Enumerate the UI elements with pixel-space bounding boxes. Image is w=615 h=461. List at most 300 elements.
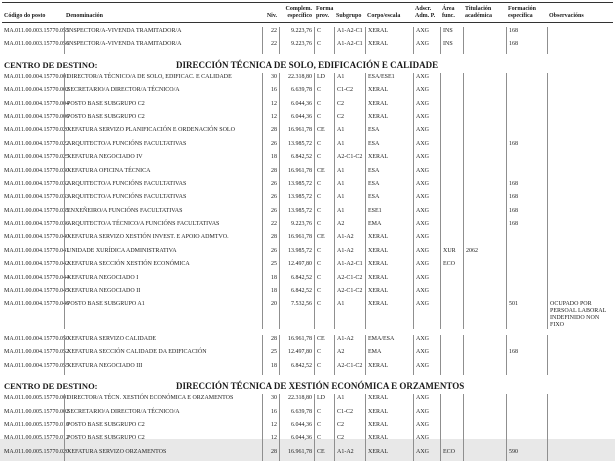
cell-adscr: AXG bbox=[413, 260, 440, 273]
table-row bbox=[2, 287, 613, 300]
table-row bbox=[2, 167, 613, 180]
cell-niv: 30 bbox=[262, 394, 279, 407]
cell-complem: 6.842,52 bbox=[279, 274, 314, 287]
cell-observacions bbox=[547, 260, 613, 273]
cell-observacions bbox=[547, 394, 613, 407]
cell-area bbox=[440, 348, 463, 361]
cell-observacions bbox=[547, 335, 613, 348]
cell-corpo: ESA bbox=[365, 140, 413, 153]
cell-formacion bbox=[506, 100, 547, 113]
table-body bbox=[2, 27, 613, 461]
cell-titulacion bbox=[463, 448, 506, 461]
cell-adscr: AXG bbox=[413, 153, 440, 166]
cell-denominacion: XEFATURA SECCIÓN CALIDADE DA EDIFICACIÓN bbox=[64, 348, 262, 361]
column-header-formacion: Formación específica bbox=[508, 6, 536, 19]
cell-forma: CE bbox=[314, 167, 334, 180]
cell-forma: C bbox=[314, 260, 334, 273]
table-row bbox=[2, 448, 613, 461]
cell-titulacion bbox=[463, 220, 506, 233]
cell-complem: 6.639,78 bbox=[279, 86, 314, 99]
cell-denominacion: XEFATURA OFICINA TÉCNICA bbox=[64, 167, 262, 180]
cell-formacion: 168 bbox=[506, 27, 547, 40]
cell-denominacion: XEFATURA NEGOCIADO III bbox=[64, 362, 262, 375]
cell-niv: 30 bbox=[262, 73, 279, 86]
top-rule bbox=[2, 2, 613, 3]
cell-formacion: 168 bbox=[506, 180, 547, 193]
cell-titulacion bbox=[463, 86, 506, 99]
cell-adscr: AXG bbox=[413, 300, 440, 329]
cell-denominacion: XEFATURA SERVIZO ORZAMENTOS bbox=[64, 448, 262, 461]
cell-niv: 26 bbox=[262, 247, 279, 260]
cell-forma: LD bbox=[314, 73, 334, 86]
cell-complem: 12.497,80 bbox=[279, 260, 314, 273]
centro-de-destino-row bbox=[2, 375, 613, 394]
cell-area bbox=[440, 233, 463, 246]
cell-subgrupo: A1 bbox=[334, 73, 365, 86]
cell-titulacion: 2062 bbox=[463, 247, 506, 260]
cell-area bbox=[440, 335, 463, 348]
cell-denominacion: XEFATURA SERVIZO PLANIFICACIÓN E ORDENACIÓN SOLO bbox=[64, 126, 262, 139]
cell-complem: 9.223,76 bbox=[279, 220, 314, 233]
cell-niv: 26 bbox=[262, 193, 279, 206]
cell-adscr: AXG bbox=[413, 167, 440, 180]
cell-denominacion: XEFATURA SERVIZO CALIDADE bbox=[64, 335, 262, 348]
cell-complem: 6.044,36 bbox=[279, 421, 314, 434]
cell-subgrupo: A1 bbox=[334, 180, 365, 193]
cell-complem: 16.961,78 bbox=[279, 233, 314, 246]
cell-area bbox=[440, 193, 463, 206]
cell-niv: 26 bbox=[262, 140, 279, 153]
cell-formacion bbox=[506, 73, 547, 86]
cell-area bbox=[440, 394, 463, 407]
cell-corpo: XERAL bbox=[365, 113, 413, 126]
cell-complem: 6.842,52 bbox=[279, 153, 314, 166]
cell-observacions bbox=[547, 207, 613, 220]
column-header-forma: Forma prov. bbox=[316, 6, 334, 19]
cell-area bbox=[440, 287, 463, 300]
cell-area bbox=[440, 113, 463, 126]
cell-observacions bbox=[547, 126, 613, 139]
cell-niv: 28 bbox=[262, 233, 279, 246]
cell-codigo: MA.011.00.004.15770.002 bbox=[4, 87, 69, 94]
cell-codigo: MA.011.00.005.15770.010 bbox=[4, 422, 69, 428]
cell-denominacion: ARQUITECTO/A FUNCIÓNS FACULTATIVAS bbox=[64, 193, 262, 206]
centro-de-destino-title: DIRECCIÓN TÉCNICA DE SOLO, EDIFICACIÓN E CALIDADE bbox=[176, 59, 439, 70]
cell-formacion bbox=[506, 287, 547, 300]
cell-area: ECO bbox=[440, 260, 463, 273]
cell-adscr: AXG bbox=[413, 335, 440, 348]
cell-corpo: XERAL bbox=[365, 362, 413, 375]
cell-corpo: XERAL bbox=[365, 40, 413, 53]
cell-niv: 12 bbox=[262, 113, 279, 126]
cell-corpo: XERAL bbox=[365, 86, 413, 99]
cell-titulacion bbox=[463, 126, 506, 139]
cell-codigo: MA.011.00.004.15770.055 bbox=[4, 362, 69, 369]
cell-forma: C bbox=[314, 434, 334, 447]
cell-adscr: AXG bbox=[413, 27, 440, 40]
cell-formacion bbox=[506, 434, 547, 447]
cell-observacions bbox=[547, 193, 613, 206]
cell-codigo: MA.011.00.004.15770.041 bbox=[4, 247, 69, 254]
cell-observacions bbox=[547, 153, 613, 166]
cell-corpo: XERAL bbox=[365, 260, 413, 273]
table-row bbox=[2, 274, 613, 287]
cell-corpo: ESE1 bbox=[365, 207, 413, 220]
cell-forma: CE bbox=[314, 126, 334, 139]
cell-codigo: MA.011.00.005.15770.012 bbox=[4, 435, 69, 442]
table-row bbox=[2, 247, 613, 260]
cell-titulacion bbox=[463, 167, 506, 180]
column-header-corpo: Corpo/escala bbox=[367, 13, 401, 19]
centro-de-destino-row bbox=[2, 54, 613, 73]
cell-codigo: MA.011.00.004.15770.052 bbox=[4, 349, 69, 356]
cell-corpo: EMA bbox=[365, 348, 413, 361]
cell-adscr: AXG bbox=[413, 180, 440, 193]
cell-complem: 16.961,78 bbox=[279, 335, 314, 348]
cell-formacion bbox=[506, 362, 547, 375]
cell-codigo: MA.011.00.005.15770.020 bbox=[4, 448, 69, 455]
cell-denominacion: DIRECTOR/A TÉCN. XESTIÓN ECONÓMICA E ORZAMENTOS bbox=[64, 394, 262, 407]
cell-corpo: XERAL bbox=[365, 247, 413, 260]
cell-denominacion: UNIDADE XURÍDICA ADMINISTRATIVA bbox=[64, 247, 262, 260]
cell-niv: 18 bbox=[262, 287, 279, 300]
cell-denominacion: POSTO BASE SUBGRUPO C2 bbox=[64, 421, 262, 434]
cell-titulacion bbox=[463, 180, 506, 193]
cell-forma: C bbox=[314, 220, 334, 233]
cell-subgrupo: C1-C2 bbox=[334, 408, 365, 421]
cell-corpo: XERAL bbox=[365, 421, 413, 434]
cell-niv: 18 bbox=[262, 274, 279, 287]
cell-formacion bbox=[506, 113, 547, 126]
cell-adscr: AXG bbox=[413, 434, 440, 447]
cell-complem: 7.532,56 bbox=[279, 300, 314, 329]
cell-forma: C bbox=[314, 300, 334, 329]
cell-subgrupo: A2 bbox=[334, 348, 365, 361]
cell-forma: C bbox=[314, 27, 334, 40]
cell-observacions bbox=[547, 113, 613, 126]
table-row bbox=[2, 207, 613, 220]
cell-denominacion: INSPECTOR/A-VIVENDA TRAMITADOR/A bbox=[64, 27, 262, 40]
column-header-niv: Niv. bbox=[266, 13, 277, 19]
cell-observacions bbox=[547, 274, 613, 287]
cell-adscr: AXG bbox=[413, 233, 440, 246]
cell-titulacion bbox=[463, 394, 506, 407]
cell-titulacion bbox=[463, 233, 506, 246]
cell-complem: 22.318,80 bbox=[279, 73, 314, 86]
cell-titulacion bbox=[463, 260, 506, 273]
table-row bbox=[2, 233, 613, 246]
cell-titulacion bbox=[463, 207, 506, 220]
cell-forma: C bbox=[314, 207, 334, 220]
cell-subgrupo: A1 bbox=[334, 394, 365, 407]
cell-forma: CE bbox=[314, 233, 334, 246]
cell-codigo: MA.011.00.004.15770.004 bbox=[4, 100, 69, 107]
cell-formacion: 168 bbox=[506, 40, 547, 53]
cell-titulacion bbox=[463, 193, 506, 206]
cell-titulacion bbox=[463, 421, 506, 434]
table-row bbox=[2, 140, 613, 153]
cell-codigo: MA.011.00.004.15770.020 bbox=[4, 127, 69, 134]
table-row bbox=[2, 421, 613, 434]
cell-area: INS bbox=[440, 40, 463, 53]
cell-forma: CE bbox=[314, 448, 334, 461]
cell-adscr: AXG bbox=[413, 274, 440, 287]
cell-titulacion bbox=[463, 348, 506, 361]
cell-area bbox=[440, 300, 463, 329]
cell-subgrupo: A1 bbox=[334, 300, 365, 329]
centro-de-destino-label: CENTRO DE DESTINO: bbox=[4, 381, 98, 392]
column-header-area: Área func. bbox=[442, 6, 455, 19]
cell-formacion bbox=[506, 335, 547, 348]
cell-adscr: AXG bbox=[413, 220, 440, 233]
cell-niv: 22 bbox=[262, 220, 279, 233]
cell-adscr: AXG bbox=[413, 362, 440, 375]
cell-titulacion bbox=[463, 100, 506, 113]
cell-denominacion: XEFATURA NEGOCIADO II bbox=[64, 287, 262, 300]
cell-adscr: AXG bbox=[413, 408, 440, 421]
cell-subgrupo: A1-A2-C1 bbox=[334, 260, 365, 273]
cell-codigo: MA.011.00.004.15770.025 bbox=[4, 154, 69, 161]
cell-forma: CE bbox=[314, 335, 334, 348]
cell-titulacion bbox=[463, 73, 506, 86]
cell-formacion bbox=[506, 274, 547, 287]
table-row bbox=[2, 100, 613, 113]
cell-titulacion bbox=[463, 153, 506, 166]
cell-codigo: MA.011.00.004.15770.032 bbox=[4, 180, 69, 187]
cell-corpo: ESA bbox=[365, 167, 413, 180]
cell-codigo: MA.011.00.004.15770.033 bbox=[4, 194, 69, 201]
cell-complem: 6.639,78 bbox=[279, 408, 314, 421]
cell-corpo: XERAL bbox=[365, 153, 413, 166]
cell-forma: C bbox=[314, 362, 334, 375]
cell-corpo: XERAL bbox=[365, 100, 413, 113]
cell-formacion bbox=[506, 233, 547, 246]
cell-observacions bbox=[547, 247, 613, 260]
cell-corpo: ESA bbox=[365, 126, 413, 139]
cell-codigo: MA.011.00.004.15770.030 bbox=[4, 167, 69, 174]
cell-corpo: XERAL bbox=[365, 274, 413, 287]
cell-corpo: XERAL bbox=[365, 448, 413, 461]
cell-adscr: AXG bbox=[413, 113, 440, 126]
cell-observacions bbox=[547, 140, 613, 153]
cell-area bbox=[440, 362, 463, 375]
cell-corpo: XERAL bbox=[365, 27, 413, 40]
cell-corpo: XERAL bbox=[365, 394, 413, 407]
cell-complem: 16.961,78 bbox=[279, 126, 314, 139]
cell-observacions bbox=[547, 100, 613, 113]
cell-complem: 16.961,78 bbox=[279, 167, 314, 180]
cell-codigo: MA.011.00.005.15770.001 bbox=[4, 395, 69, 402]
cell-area bbox=[440, 434, 463, 447]
cell-formacion bbox=[506, 167, 547, 180]
cell-area bbox=[440, 220, 463, 233]
cell-niv: 28 bbox=[262, 126, 279, 139]
cell-subgrupo: A1 bbox=[334, 167, 365, 180]
cell-titulacion bbox=[463, 408, 506, 421]
cell-denominacion: DIRECTOR/A TÉCNICO/A DE SOLO, EDIFICAC. E CALIDADE bbox=[64, 73, 262, 86]
cell-codigo: MA.011.00.004.15770.050 bbox=[4, 336, 69, 343]
cell-titulacion bbox=[463, 40, 506, 53]
cell-niv: 26 bbox=[262, 180, 279, 193]
cell-denominacion: XEFATURA SERVIZO XESTIÓN INVEST. E APOIO ADMTVO. bbox=[64, 233, 262, 246]
column-header-denominacion: Denominación bbox=[66, 13, 104, 19]
cell-adscr: AXG bbox=[413, 140, 440, 153]
table-row bbox=[2, 113, 613, 126]
table-row bbox=[2, 348, 613, 361]
cell-observacions bbox=[547, 348, 613, 361]
cell-niv: 18 bbox=[262, 362, 279, 375]
cell-formacion: 501 bbox=[506, 300, 547, 329]
cell-observacions bbox=[547, 167, 613, 180]
cell-denominacion: XEFATURA SECCIÓN XESTIÓN ECONÓMICA bbox=[64, 260, 262, 273]
cell-formacion: 168 bbox=[506, 207, 547, 220]
cell-codigo: MA.011.00.004.15770.022 bbox=[4, 140, 69, 147]
cell-area bbox=[440, 421, 463, 434]
cell-titulacion bbox=[463, 335, 506, 348]
cell-formacion bbox=[506, 247, 547, 260]
cell-formacion bbox=[506, 126, 547, 139]
cell-denominacion: SECRETARIO/A DIRECTOR/A TÉCNICO/A bbox=[64, 408, 262, 421]
cell-adscr: AXG bbox=[413, 126, 440, 139]
table-row bbox=[2, 153, 613, 166]
table-row bbox=[2, 300, 613, 329]
cell-niv: 12 bbox=[262, 421, 279, 434]
cell-observacions bbox=[547, 448, 613, 461]
cell-adscr: AXG bbox=[413, 247, 440, 260]
table-row bbox=[2, 260, 613, 273]
cell-subgrupo: C2 bbox=[334, 113, 365, 126]
cell-adscr: AXG bbox=[413, 86, 440, 99]
cell-observacions bbox=[547, 362, 613, 375]
table-row bbox=[2, 434, 613, 447]
cell-subgrupo: C2 bbox=[334, 100, 365, 113]
cell-denominacion: ARQUITECTO/A TÉCNICO/A FUNCIÓNS FACULTATIVAS bbox=[64, 220, 262, 233]
cell-formacion bbox=[506, 153, 547, 166]
cell-formacion: 168 bbox=[506, 193, 547, 206]
cell-observacions bbox=[547, 287, 613, 300]
cell-codigo: MA.011.00.004.15770.045 bbox=[4, 288, 69, 295]
cell-area bbox=[440, 73, 463, 86]
cell-niv: 20 bbox=[262, 300, 279, 329]
cell-forma: C bbox=[314, 40, 334, 53]
cell-area bbox=[440, 86, 463, 99]
cell-forma: C bbox=[314, 113, 334, 126]
cell-corpo: ESA bbox=[365, 193, 413, 206]
cell-adscr: AXG bbox=[413, 348, 440, 361]
table-row bbox=[2, 27, 613, 40]
centro-de-destino-label: CENTRO DE DESTINO: bbox=[4, 59, 98, 70]
cell-niv: 22 bbox=[262, 27, 279, 40]
cell-adscr: AXG bbox=[413, 73, 440, 86]
cell-titulacion bbox=[463, 287, 506, 300]
cell-corpo: ESA/ESE1 bbox=[365, 73, 413, 86]
table-row bbox=[2, 86, 613, 99]
cell-complem: 6.044,36 bbox=[279, 434, 314, 447]
cell-observacions bbox=[547, 408, 613, 421]
cell-titulacion bbox=[463, 140, 506, 153]
cell-adscr: AXG bbox=[413, 448, 440, 461]
cell-observacions bbox=[547, 73, 613, 86]
cell-codigo: MA.011.00.003.15770.056 bbox=[4, 41, 69, 48]
header-rule bbox=[2, 22, 613, 23]
cell-denominacion: XEFATURA NEGOCIADO I bbox=[64, 274, 262, 287]
cell-codigo: MA.011.00.003.15770.055 bbox=[4, 28, 69, 34]
cell-complem: 16.961,78 bbox=[279, 448, 314, 461]
cell-forma: C bbox=[314, 100, 334, 113]
cell-area bbox=[440, 408, 463, 421]
cell-denominacion: SECRETARIO/A DIRECTOR/A TÉCNICO/A bbox=[64, 86, 262, 99]
cell-niv: 16 bbox=[262, 86, 279, 99]
cell-forma: C bbox=[314, 153, 334, 166]
column-header-observacions: Observacións bbox=[549, 13, 584, 19]
cell-subgrupo: A1-A2 bbox=[334, 233, 365, 246]
cell-area bbox=[440, 180, 463, 193]
cell-codigo: MA.011.00.004.15770.042 bbox=[4, 261, 69, 268]
column-header-codigo: Código do posto bbox=[4, 13, 46, 19]
cell-denominacion: POSTO BASE SUBGRUPO C2 bbox=[64, 100, 262, 113]
cell-subgrupo: A1 bbox=[334, 126, 365, 139]
cell-area: INS bbox=[440, 27, 463, 40]
cell-formacion bbox=[506, 408, 547, 421]
cell-area: ECO bbox=[440, 448, 463, 461]
cell-area bbox=[440, 140, 463, 153]
cell-formacion: 168 bbox=[506, 140, 547, 153]
cell-titulacion bbox=[463, 27, 506, 40]
cell-corpo: EMA/ESA bbox=[365, 335, 413, 348]
cell-formacion bbox=[506, 421, 547, 434]
cell-forma: C bbox=[314, 86, 334, 99]
cell-observacions bbox=[547, 421, 613, 434]
cell-complem: 22.318,80 bbox=[279, 394, 314, 407]
cell-subgrupo: A2-C1-C2 bbox=[334, 362, 365, 375]
cell-formacion: 590 bbox=[506, 448, 547, 461]
cell-area bbox=[440, 274, 463, 287]
cell-subgrupo: A1 bbox=[334, 193, 365, 206]
cell-complem: 13.985,72 bbox=[279, 207, 314, 220]
cell-niv: 25 bbox=[262, 260, 279, 273]
cell-niv: 28 bbox=[262, 167, 279, 180]
cell-subgrupo: A1-A2 bbox=[334, 448, 365, 461]
cell-complem: 13.985,72 bbox=[279, 193, 314, 206]
cell-formacion: 168 bbox=[506, 348, 547, 361]
cell-complem: 9.223,76 bbox=[279, 40, 314, 53]
cell-forma: C bbox=[314, 348, 334, 361]
table-row bbox=[2, 335, 613, 348]
cell-corpo: XERAL bbox=[365, 287, 413, 300]
cell-observacions bbox=[547, 40, 613, 53]
cell-adscr: AXG bbox=[413, 287, 440, 300]
cell-observacions bbox=[547, 220, 613, 233]
cell-corpo: EMA bbox=[365, 220, 413, 233]
cell-observacions bbox=[547, 27, 613, 40]
cell-corpo: XERAL bbox=[365, 300, 413, 329]
column-header-titulacion: Titulación académica bbox=[465, 6, 492, 19]
table-row bbox=[2, 394, 613, 407]
table-row bbox=[2, 180, 613, 193]
cell-niv: 16 bbox=[262, 408, 279, 421]
cell-adscr: AXG bbox=[413, 100, 440, 113]
table-row bbox=[2, 73, 613, 86]
cell-subgrupo: A2-C1-C2 bbox=[334, 153, 365, 166]
cell-complem: 13.985,72 bbox=[279, 140, 314, 153]
cell-area bbox=[440, 100, 463, 113]
cell-forma: LD bbox=[314, 394, 334, 407]
cell-corpo: ESA bbox=[365, 180, 413, 193]
cell-complem: 6.842,52 bbox=[279, 287, 314, 300]
cell-adscr: AXG bbox=[413, 193, 440, 206]
cell-forma: C bbox=[314, 408, 334, 421]
cell-forma: C bbox=[314, 140, 334, 153]
